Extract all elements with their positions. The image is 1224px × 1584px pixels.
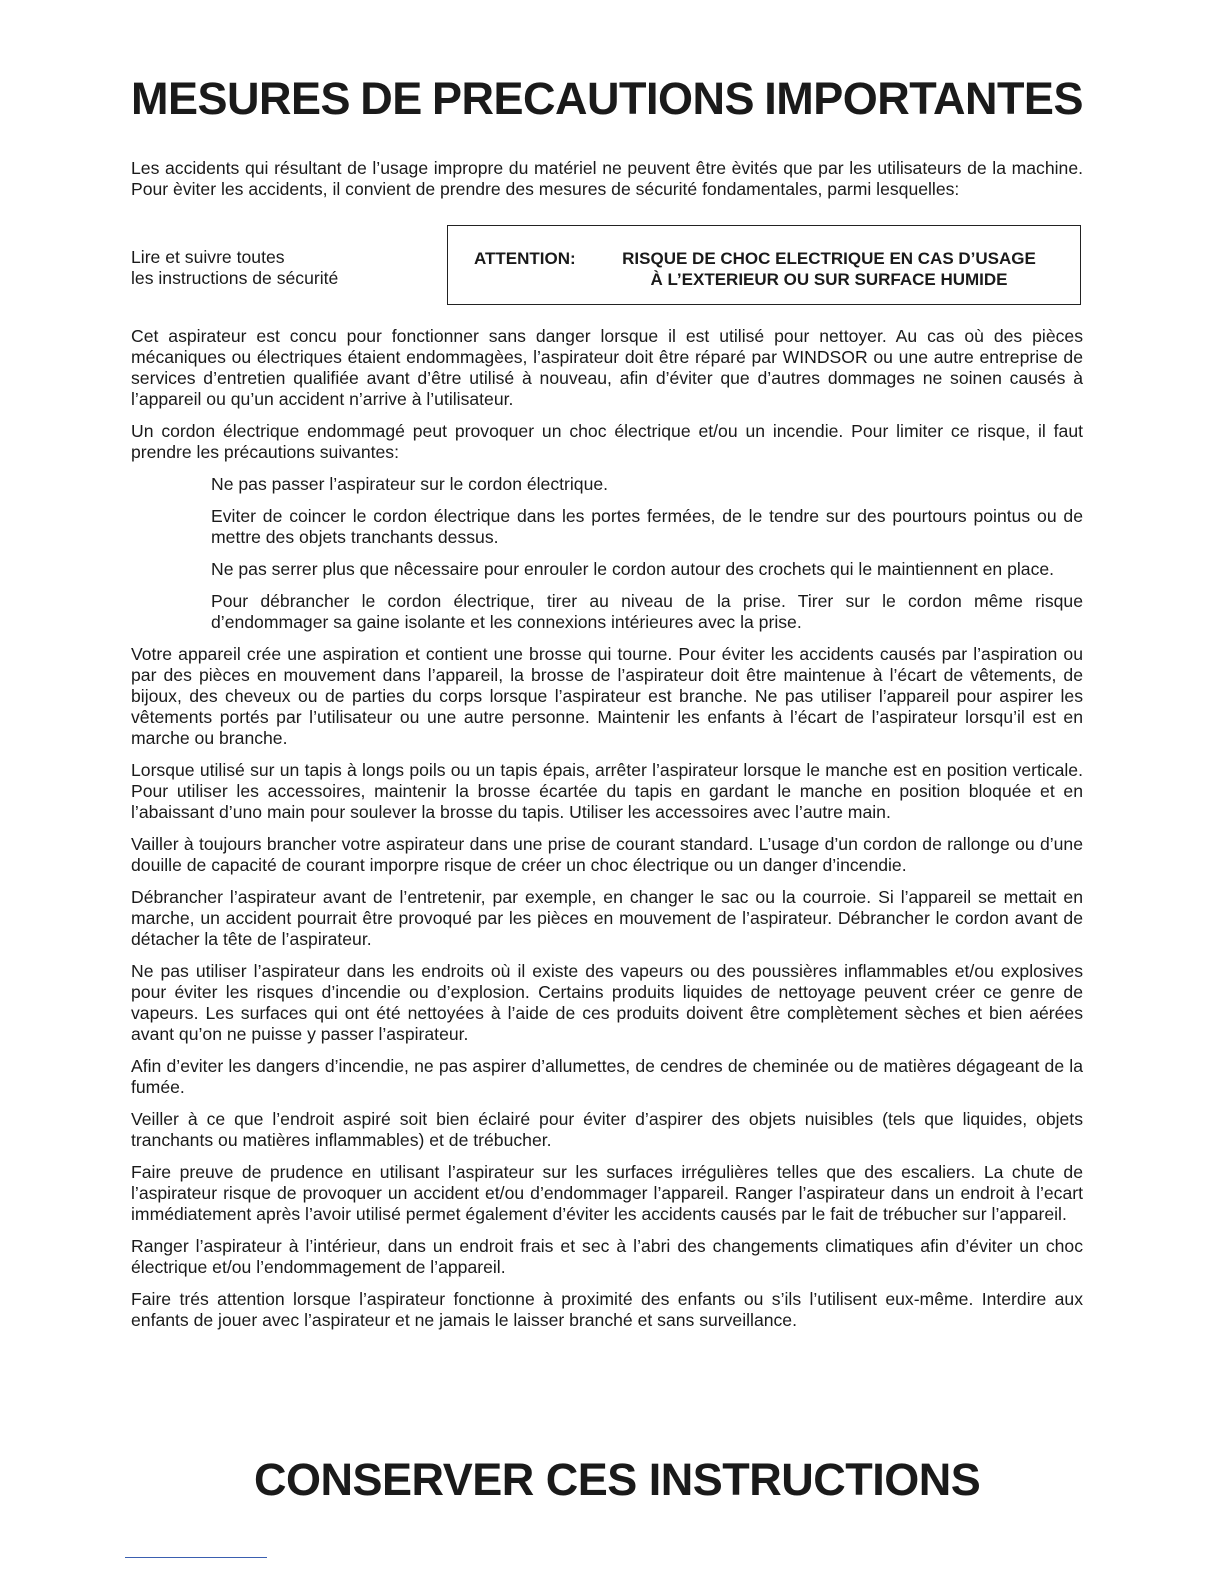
- warning-text: [594, 248, 1064, 290]
- warning-line: RISQUE DE CHOC ELECTRIQUE EN CAS D’USAGE: [622, 249, 1036, 268]
- footer-title: CONSERVER CES INSTRUCTIONS: [254, 1454, 981, 1505]
- paragraph: Lorsque utilisé sur un tapis à longs poils ou un tapis épais, arrêter l’aspirateur lorsque le manche est en position verticale. Pour utiliser les accessoires, maintenir la brosse écartée du tapis en gardant le manche en position bloquée et en l’abaissant d’uno main pour soulever la brosse du tapis. Utiliser les accessoires avec l’autre main.: [131, 760, 1083, 822]
- title-word: DE: [360, 73, 422, 124]
- paragraph: Débrancher l’aspirateur avant de l’entretenir, par exemple, en changer le sac ou la courroie. Si l’appareil se mettait en marche, un accident pourrait être provoqué par les pièces en mouvement de l’aspirateur. Débrancher le cordon avant de détacher la tête de l’aspirateur.: [131, 887, 1083, 949]
- paragraph: Vailler à toujours brancher votre aspirateur dans une prise de courant standard. L’usage d’un cordon de rallonge ou d’une douille de capacité de courant imporpre risque de créer un choc électrique ou un danger d’incendie.: [131, 834, 1083, 875]
- paragraph: Un cordon électrique endommagé peut provoquer un choc électrique et/ou un incendie. Pour limiter ce risque, il faut prendre les précautions suivantes:: [131, 421, 1083, 462]
- cord-precaution-item: Ne pas passer l’aspirateur sur le cordon électrique.: [211, 474, 609, 494]
- paragraph: Veiller à ce que l’endroit aspiré soit bien éclairé pour éviter d’aspirer des objets nuisibles (tels que liquides, objets tranchants ou matières inflammables) et de trébucher.: [131, 1109, 1083, 1150]
- body-text: [131, 326, 1083, 1342]
- paragraph: Afin d’eviter les dangers d’incendie, ne pas aspirer d’allumettes, de cendres de cheminée ou de matières dégageant de la fumée.: [131, 1056, 1083, 1097]
- read-instructions-note: [131, 247, 431, 289]
- warning-line: À L’EXTERIEUR OU SUR SURFACE HUMIDE: [650, 270, 1008, 289]
- title-word: PRECAUTIONS: [432, 73, 755, 124]
- intro-paragraph: Les accidents qui résultant de l’usage impropre du matériel ne peuvent être èvités que par les utilisateurs de la machine. Pour èviter les accidents, il convient de prendre des mesures de sécurité fondamentales, parmi lesquelles:: [131, 158, 1083, 199]
- bottom-rule: [125, 1557, 267, 1558]
- read-note-line: les instructions de sécurité: [131, 268, 339, 288]
- cord-precaution-item: Ne pas serrer plus que nêcessaire pour enrouler le cordon autour des crochets qui le maintiennent en place.: [211, 559, 1055, 579]
- paragraph: Votre appareil crée une aspiration et contient une brosse qui tourne. Pour éviter les accidents causés par l’aspiration ou par des pièces en mouvement dans l’appareil, la brosse de l’aspirateur doit être maintenue à l’écart de vêtements, de bijoux, des cheveux ou de parties du corps lorsque l’aspirateur est branche. Ne pas utiliser l’appareil pour aspirer les vêtements portés par l’utilisateur ou une autre personne. Maintenir les enfants à l’écart de l’aspirateur lorsqu’il est en marche ou branche.: [131, 644, 1083, 748]
- title-word: MESURES: [131, 73, 351, 124]
- cord-precaution-item: Eviter de coincer le cordon électrique dans les portes fermées, de le tendre sur des pourtours pointus ou de mettre des objets tranchants dessus.: [211, 506, 1083, 547]
- paragraph: Cet aspirateur est concu pour fonctionner sans danger lorsque il est utilisé pour nettoyer. Au cas où des pièces mécaniques ou électriques étaient endommagèes, l’aspirateur doit être réparé par WINDSOR ou une autre entreprise de services d’entretien qualifiée avant d’être utilisé à nouveau, afin d’éviter que d’autres dommages ne soinen causés à l’appareil ou qu’un accident n’arrive à l’utilisateur.: [131, 326, 1083, 409]
- title-word: IMPORTANTES: [764, 73, 1083, 124]
- warning-label: ATTENTION:: [474, 249, 576, 268]
- cord-precaution-item: Pour débrancher le cordon électrique, tirer au niveau de la prise. Tirer sur le cordon même risque d’endommager sa gaine isolante et les connexions intérieures avec la prise.: [211, 591, 1083, 632]
- page-title: [131, 74, 1083, 124]
- paragraph: Ne pas utiliser l’aspirateur dans les endroits où il existe des vapeurs ou des poussières inflammables et/ou explosives pour éviter les risques d’incendie ou d’explosion. Certains produits liquides de nettoyage peuvent créer ce genre de vapeurs. Les surfaces qui ont été nettoyées à l’aide de ces produits doivent être complètement sèches et bien aérées avant qu’on ne puisse y passer l’aspirateur.: [131, 961, 1083, 1044]
- paragraph: Faire preuve de prudence en utilisant l’aspirateur sur les surfaces irrégulières telles que des escaliers. La chute de l’aspirateur risque de provoquer un accident et/ou d’endommager l’appareil. Ranger l’aspirateur dans un endroit à l’ecart immédiatement après l’avoir utilisé permet également d’éviter les accidents causés par le fait de trébucher sur l’appareil.: [131, 1162, 1083, 1224]
- read-note-line: Lire et suivre toutes: [131, 247, 285, 267]
- warning-box: [447, 225, 1081, 305]
- paragraph: Faire trés attention lorsque l’aspirateur fonctionne à proximité des enfants ou s’ils l’utilisent eux-même. Interdire aux enfants de jouer avec l’aspirateur et ne jamais le laisser branché et sans surveillance.: [131, 1289, 1083, 1330]
- paragraph: Ranger l’aspirateur à l’intérieur, dans un endroit frais et sec à l’abri des changements climatiques afin d’éviter un choc électrique et/ou l’endommagement de l’appareil.: [131, 1236, 1083, 1277]
